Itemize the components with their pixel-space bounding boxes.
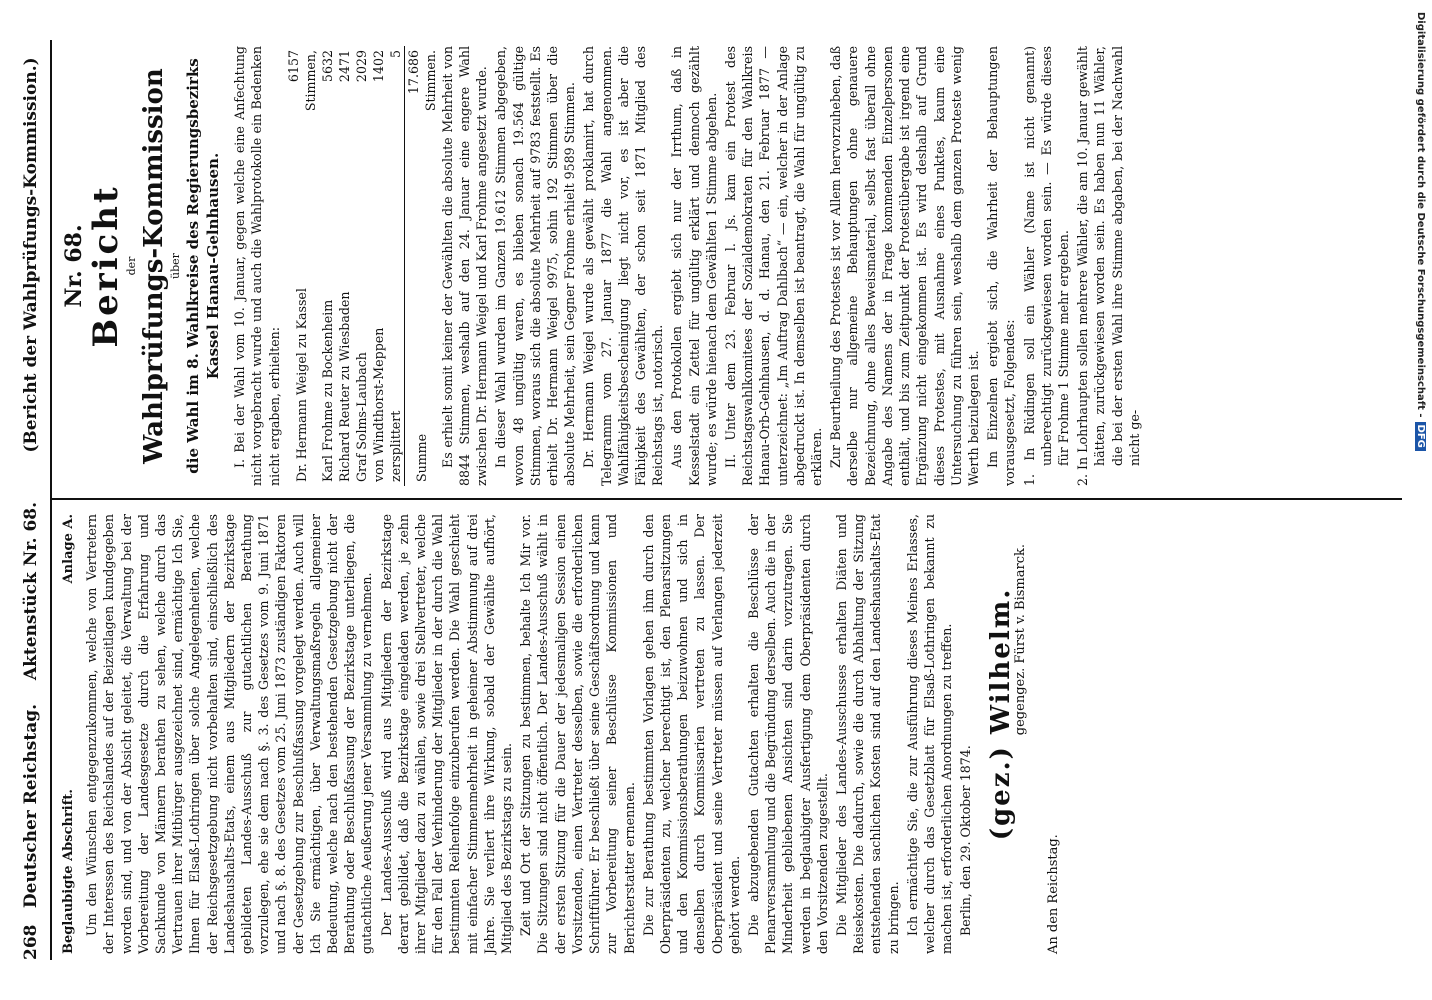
candidate-name: Karl Frohme zu Bockenheim <box>319 299 335 482</box>
header-rule <box>50 40 52 960</box>
page-header <box>14 40 48 960</box>
watermark-text: Digitalisierung gefördert durch die Deutsche Forschungsgemeinschaft - <box>1415 12 1426 418</box>
report-title: Bericht <box>86 184 127 348</box>
header-left <box>21 470 41 920</box>
paragraph: Zeit und Ort der Sitzungen zu bestimmen, behalte Ich Mir vor. Die Sitzungen sind nicht öffentlich. Der Landes-Ausschuß wählt in der ersten Sitzung für die Dauer der jedesmaligen Session einen Vorsitzenden, einen Vertreter desselben, sowie die erforderlichen Schriftführer. Er beschließt über seine Geschäftsordnung und kann zur Vorbereitung seiner Beschlüsse Kommissionen und Berichterstatter ernennen. <box>518 514 637 954</box>
table-row <box>285 46 319 486</box>
candidate-name: Graf Solms-Laubach <box>353 352 369 482</box>
table-row <box>353 46 370 486</box>
funding-watermark <box>1408 12 1426 672</box>
report-number: Nr. 68. <box>61 224 87 308</box>
paragraph: Im Einzelnen ergiebt sich, die Wahrheit der Behauptungen vorausgesetzt, Folgendes: <box>985 46 1018 486</box>
total-count: 17.686 Stimmen. <box>404 46 439 124</box>
candidate-name: zersplittert <box>387 410 403 482</box>
report-subject: die Wahl im 8. Wahlkreise des Regierungsbezirks Kassel Hanau-Gelnhausen. <box>184 58 223 474</box>
left-subheader <box>60 514 77 954</box>
paragraph: Um den Wünschen entgegenzukommen, welche von Vertretern der Interessen des Reichslandes auf der Beizeitlagen kundgegeben worden sind, und von der Absicht geleitet, die Verwaltung bei der Vorbereitung der Landesgesetze durch die Erfahrung und Sachkunde von Männern berathen zu sehen, welche durch das Vertrauen ihrer Mitbürger ausgezeichnet sind, ermächtige Ich Sie, Ihnen für Elsaß-Lothringen über solche Angelegenheiten, welche der Reichsgesetzgebung nicht vorbehalten sind, einschließlich des Landeshaushalts-Etats, einem aus Mitgliedern der Bezirkstage gebildeten Landes-Ausschuß zur gutachtlichen Berathung vorzulegen, ehe sie dem nach §. 3. des Gesetzes vom 9. Juni 1871 und nach §. 8. des Gesetzes vom 25. Juni 1873 zuständigen Faktoren der Gesetzgebung zur Beschlußfassung vorgelegt werden. Auch will Ich Sie ermächtigen, über Verwaltungsmaßregeln allgemeiner Bedeutung, welche nach den bestehenden Gesetzgebung nicht der Berathung oder Beschlußfassung der Bezirkstage unterliegen, die gutachtliche Aeußerung jener Versammlung zu vernehmen. <box>84 514 375 954</box>
paragraph: II. Unter dem 23. Februar l. Js. kam ein Protest des Reichstagswahlkomitees der Sozialdemokraten für den Wahlkreis Hanau-Orb-Gelnhausen, d. d. Hanau, den 21. Februar 1877 — unterzeichnet: „Im Auftrag Dahlbach“ — ein, welcher in der Anlage abgedruckt ist. In demselben ist beantragt, die Wahl für ungültig zu erklären. <box>723 46 825 486</box>
candidate-name: Dr. Hermann Weigel zu Kassel <box>294 288 310 482</box>
header-publication: Deutscher Reichstag. <box>21 703 41 909</box>
paragraph: I. Bei der Wahl vom 10. Januar, gegen welche eine Anfechtung nicht vorgebracht wurde und auch die Wahlprotokolle ein Bedenken nicht ergaben, erhielten: <box>232 46 282 486</box>
paragraph: Ich ermächtige Sie, die zur Ausführung dieses Meines Erlasses, welcher durch das Gesetzblatt für Elsaß-Lothringen bekannt zu machen ist, erforderlichen Anordnungen zu treffen. <box>904 514 955 954</box>
paragraph: Es erhielt somit keiner der Gewählten die absolute Mehrheit von 8844 Stimmen, weshalb auf den 24. Januar eine engere Wahl zwischen Dr. Hermann Weigel und Karl Frohme angesetzt wurde. <box>439 46 490 486</box>
certified-copy-label: Beglaubigte Abschrift. <box>61 789 76 954</box>
annex-label: Anlage A. <box>61 514 76 584</box>
addressee: An den Reichstag. <box>1045 834 1061 954</box>
list-item: 1. In Rüdingen soll ein Wähler (Name ist nicht genannt) unberechtigt zurückgewiesen worden sein. — Es würde dieses für Frohme 1 Stimme mehr ergeben. <box>1021 46 1071 486</box>
candidate-name: Richard Reuter zu Wiesbaden <box>336 291 352 482</box>
signature-countersign: gegengez. Fürst v. Bismarck. <box>1012 544 1028 736</box>
vote-table <box>285 46 439 486</box>
page-number: 268 <box>21 924 41 960</box>
table-row <box>387 46 405 486</box>
paragraph: Die abzugebenden Gutachten erhalten die Beschlüsse der Plenarversammlung und die Begründung derselben. Auch die in der Minderheit gebliebenen Ansichten sind darin vorzutragen. Sie werden in beglaubigter Ausfertigung dem Oberpräsidenten durch den Vorsitzenden zugestellt. <box>745 514 830 954</box>
paragraph: Die Mitglieder des Landes-Ausschusses erhalten Diäten und Reisekosten. Die dadurch, sowie die durch Abhaltung der Sitzung entstehenden sachlichen Kosten sind auf den Landeshaushalts-Etat zu bringen. <box>833 514 901 954</box>
commission-name: Wahlprüfungs-Kommission <box>139 68 170 464</box>
vote-count: 6157 Stimmen, <box>285 50 318 112</box>
date-line: Berlin, den 29. Oktober 1874. <box>958 745 974 936</box>
total-label: Summe <box>404 124 439 486</box>
watermark-text-container <box>1408 12 1426 672</box>
table-row <box>336 46 353 486</box>
vote-count: 2471 <box>336 50 352 83</box>
paragraph: Die zur Berathung bestimmten Vorlagen gehen ihm durch den Oberpräsidenten zu, welcher berechtigt ist, den Plenarsitzungen und den Kommissionsberathungen beizuwohnen und sich in denselben durch Kommissarien vertreten zu lassen. Der Oberpräsident und seine Vertreter müssen auf Verlangen jederzeit gehört werden. <box>640 514 742 954</box>
table-row <box>370 46 387 486</box>
vote-count: 2029 <box>353 50 369 83</box>
paragraph: Dr. Hermann Weigel wurde als gewählt proklamirt, hat durch Telegramm vom 27. Januar 1877 die Wahl angenommen. Wahlfähigkeitsbescheinigung liegt nicht vor, es ist aber die Fähigkeit des Gewählten, der schon seit 1871 Mitglied des Reichstags ist, notorisch. <box>581 46 666 486</box>
column-divider <box>52 498 1402 500</box>
total-row <box>404 46 439 486</box>
paragraph: Zur Beurtheilung des Protestes ist vor Allem hervorzuheben, daß derselbe nur allgemeine Behauptungen ohne genauere Bezeichnung, ohne alles Beweismaterial, selbst fast überall ohne Angabe des Namens der in Frage kommenden Einzelpersonen enthält, und bis zum Zeitpunkt der Protestübergabe ist irgend eine Ergänzung nicht eingekommen ist. Es wird deshalb auf Grund dieses Protestes, mit Ausnahme eines Punktes, kaum eine Untersuchung zu führen sein, weshalb dem ganzen Proteste wenig Werth beizulegen ist. <box>828 46 981 486</box>
candidate-name: von Windthorst-Meppen <box>370 327 386 482</box>
left-column <box>60 514 1062 954</box>
vote-count: 5632 <box>319 50 335 83</box>
vote-count: 1402 <box>370 50 386 83</box>
header-document-number: Aktenstück Nr. 68. <box>21 501 41 681</box>
vote-count: 5 <box>387 50 403 59</box>
dfg-logo: DFG <box>1415 422 1426 451</box>
list-item: 2. In Lohrhaupten sollen mehrere Wähler, die am 10. Januar gewählt hätten, zurückgewiesen worden sein. Es haben nun 11 Wähler, die bei der ersten Wahl ihre Stimme abgaben, bei der Nachwahl nicht ge- <box>1075 46 1142 486</box>
title-der: der <box>125 256 139 276</box>
right-column <box>60 46 1145 486</box>
paragraph: Der Landes-Ausschuß wird aus Mitgliedern der Bezirkstage derart gebildet, daß die Bezirkstage eingeladen werden, je zehn ihrer Mitglieder dazu zu wählen, sowie drei Stellvertreter, welche für den Fall der Verhinderung der Mitglieder in der durch die Wahl bestimmten Reihenfolge einzuberufen werden. Die Wahl geschieht mit einfacher Stimmenmehrheit in geheimer Abstimmung auf drei Jahre. Sie verliert ihre Wirkung, sobald der Gewählte aufhört, Mitglied des Bezirkstags zu sein. <box>378 514 515 954</box>
paragraph: In dieser Wahl wurden im Ganzen 19.612 Stimmen abgegeben, wovon 48 ungültig waren, es blieben sonach 19.564 gültige Stimmen, woraus sich die absolute Mehrheit auf 9783 feststellt. Es erhielt Dr. Hermann Weigel 9975, sohin 192 Stimmen über die absolute Mehrheit, sein Gegner Frohme erhielt 9589 Stimmen. <box>493 46 578 486</box>
table-row <box>319 46 336 486</box>
header-report-title: (Bericht der Wahlprüfungs-Kommission.) <box>21 57 41 453</box>
title-ueber: über <box>169 253 183 279</box>
signature-ruler: (gez.) Wilhelm. <box>985 587 1016 841</box>
paragraph: Aus den Protokollen ergiebt sich nur der Irrthum, daß in Kesselstadt ein Zettel für ungültig erklärt und dennoch gezählt wurde; es würde hienach dem Gewählten 1 Stimme abgehen. <box>669 46 719 486</box>
